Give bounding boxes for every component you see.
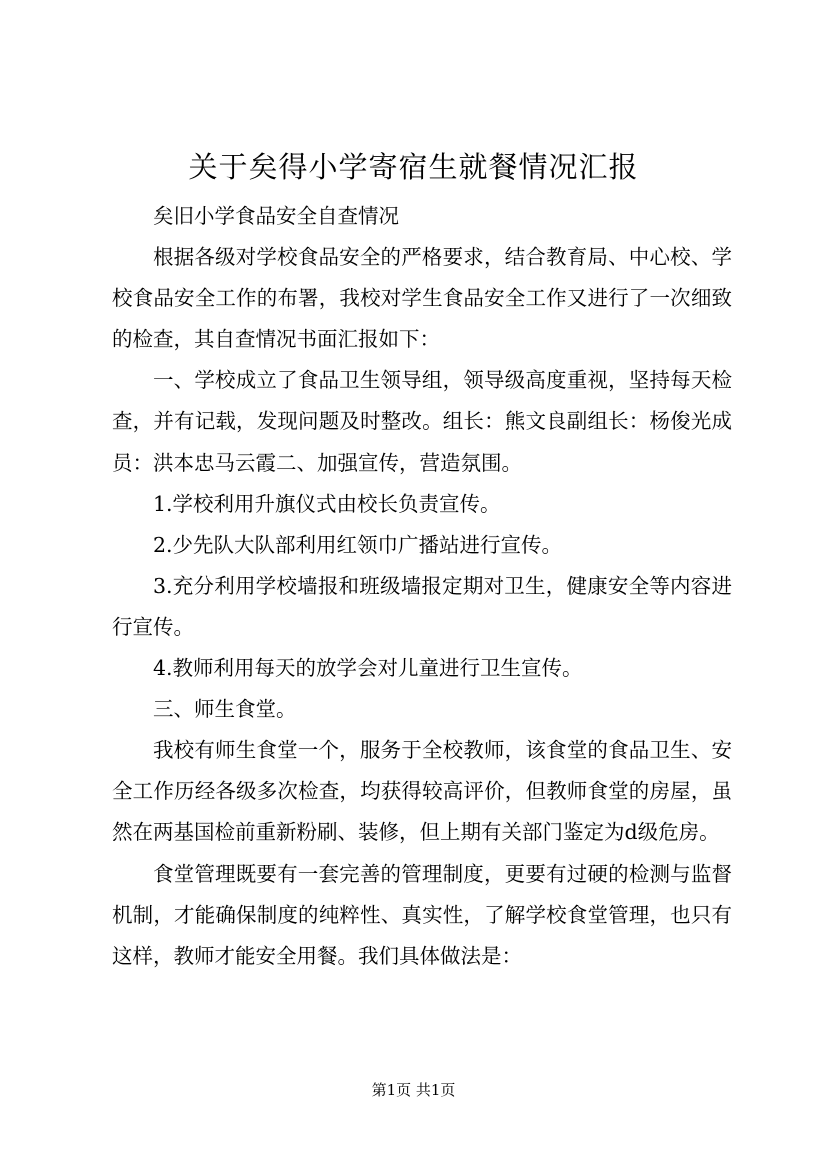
paragraph: 一、学校成立了食品卫生领导组，领导级高度重视，坚持每天检查，并有记载，发现问题及时整改。组长：熊文良副组长：杨俊光成员：洪本忠马云霞二、加强宣传，营造氛围。 bbox=[112, 368, 732, 475]
paragraph: 三、师生食堂。 bbox=[153, 697, 297, 722]
paragraph: 矣旧小学食品安全自查情况 bbox=[153, 204, 399, 228]
paragraph: 2.少先队大队部利用红领巾广播站进行宣传。 bbox=[153, 532, 563, 557]
paragraph: 4.教师利用每天的放学会对儿童进行卫生宣传。 bbox=[153, 656, 583, 681]
paragraph: 1.学校利用升旗仪式由校长负责宣传。 bbox=[153, 491, 501, 516]
paragraph: 3.充分利用学校墙报和班级墙报定期对卫生，健康安全等内容进行宣传。 bbox=[112, 573, 732, 639]
page-footer: 第1页 共1页 bbox=[371, 1081, 456, 1099]
paragraph: 根据各级对学校食品安全的严格要求，结合教育局、中心校、学校食品安全工作的布署，我校对学生食品安全工作又进行了一次细致的检查，其自查情况书面汇报如下： bbox=[112, 245, 732, 352]
paragraph: 我校有师生食堂一个，服务于全校教师，该食堂的食品卫生、安全工作历经各级多次检查，均获得较高评价，但教师食堂的房屋，虽然在两基国检前重新粉刷、装修，但上期有关部门鉴定为d级危房。 bbox=[112, 738, 732, 845]
document-body bbox=[112, 196, 732, 977]
document-title: 关于矣得小学寄宿生就餐情况汇报 bbox=[188, 150, 639, 184]
paragraph: 食堂管理既要有一套完善的管理制度，更要有过硬的检测与监督机制，才能确保制度的纯粹性、真实性，了解学校食堂管理，也只有这样，教师才能安全用餐。我们具体做法是： bbox=[112, 861, 732, 968]
